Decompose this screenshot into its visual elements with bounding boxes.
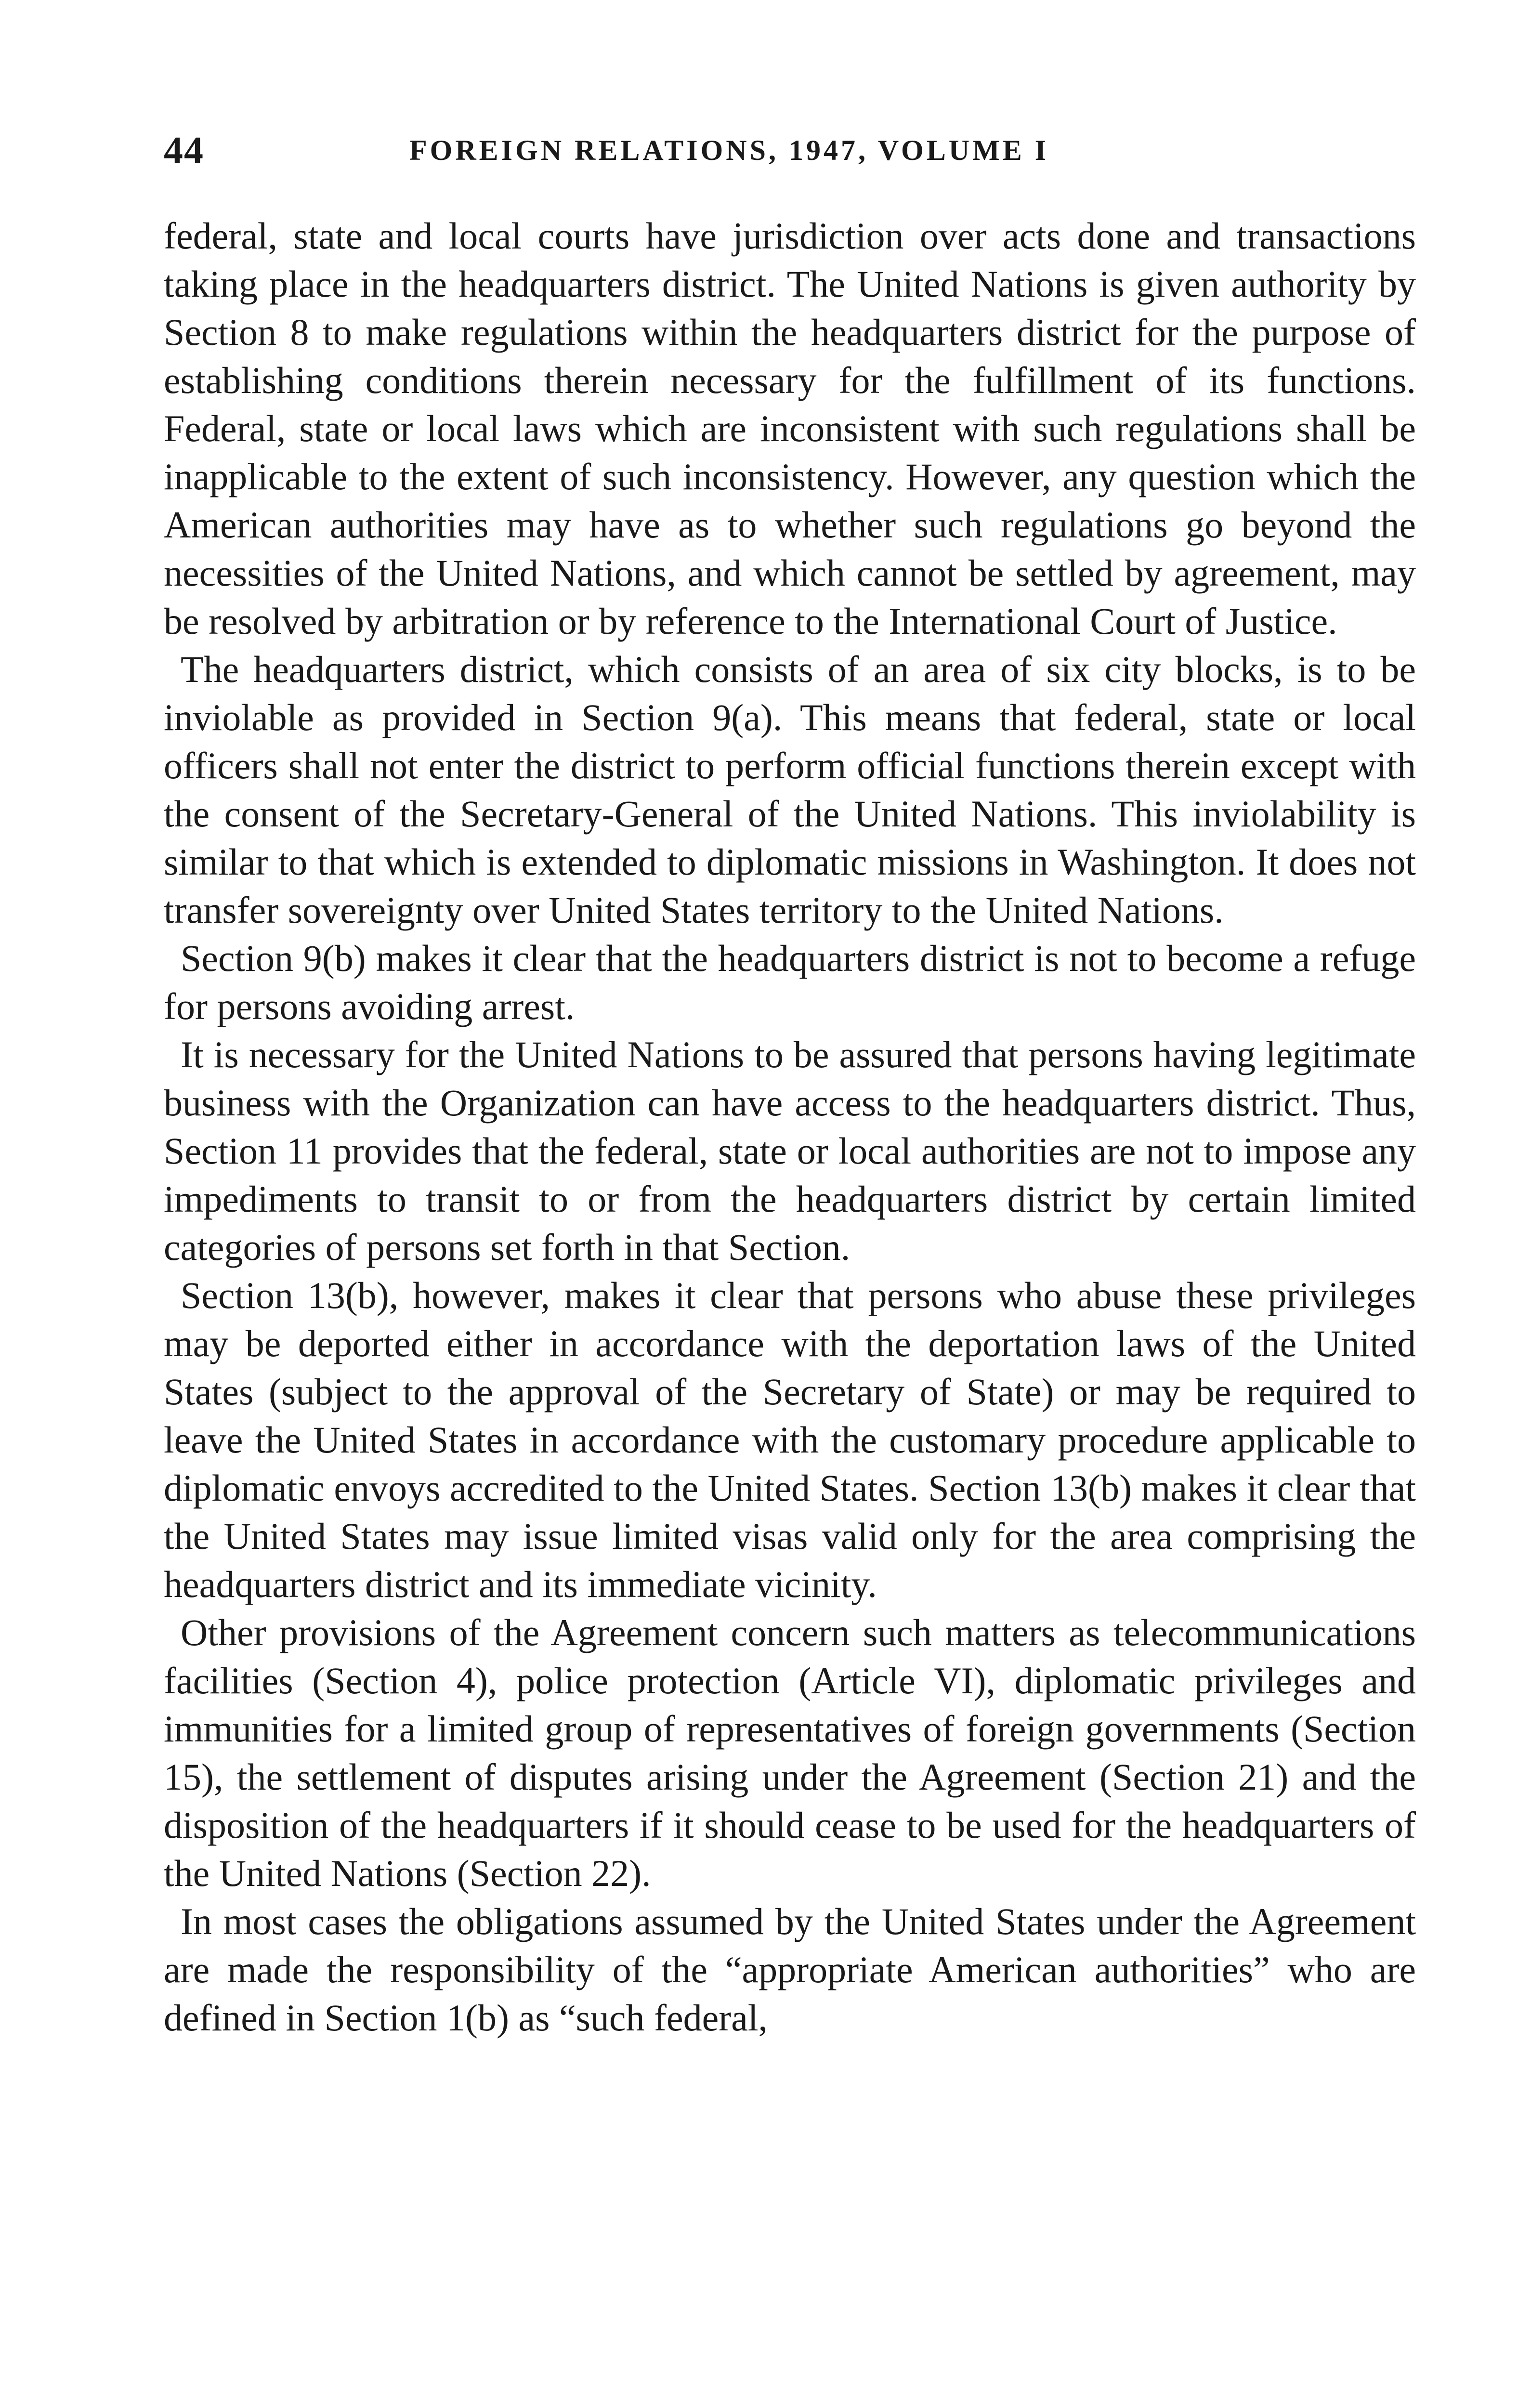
page-number: 44	[164, 130, 204, 172]
paragraph-2: The headquarters district, which consists of an area of six city blocks, is to be inviolable as provided in Section 9(a). This means that federal, state or local officers shall not enter the district to perform official functions therein except with the consent of the Secretary-General of the United Nations. This inviolability is similar to that which is extended to diplomatic missions in Washington. It does not transfer sovereignty over United States territory to the United Nations.	[164, 648, 1416, 931]
paragraph-6: Other provisions of the Agreement concern such matters as telecommunications facilities (Section 4), police protection (Article VI), diplomatic privileges and immunities for a limited group of representatives of foreign governments (Section 15), the settlement of disputes arising under the Agreement (Section 21) and the disposition of the headquarters if it should cease to be used for the headquarters of the United Nations (Section 22).	[164, 1611, 1416, 1894]
body-text	[164, 212, 1416, 2042]
paragraph-7: In most cases the obligations assumed by the United States under the Agreement are made the responsibility of the “appropriate American authorities” who are defined in Section 1(b) as “such federal,	[164, 1900, 1416, 2039]
paragraph-4: It is necessary for the United Nations to be assured that persons having legitimate business with the Organization can have access to the headquarters district. Thus, Section 11 provides that the federal, state or local authorities are not to impose any impediments to transit to or from the headquarters district by certain limited categories of persons set forth in that Section.	[164, 1034, 1416, 1268]
running-title: FOREIGN RELATIONS, 1947, VOLUME I	[409, 134, 1049, 166]
paragraph-3: Section 9(b) makes it clear that the headquarters district is not to become a refuge for persons avoiding arrest.	[164, 937, 1416, 1027]
paragraph-5: Section 13(b), however, makes it clear that persons who abuse these privileges may be deported either in accordance with the deportation laws of the United States (subject to the approval of the Secretary of State) or may be required to leave the United States in accordance with the customary procedure applicable to diplomatic envoys accredited to the United States. Section 13(b) makes it clear that the United States may issue limited visas valid only for the area comprising the headquarters district and its immediate vicinity.	[164, 1274, 1416, 1605]
running-head	[164, 129, 1416, 182]
paragraph-1: federal, state and local courts have jurisdiction over acts done and transactions taking place in the headquarters district. The United Nations is given authority by Section 8 to make regulations within the headquarters district for the purpose of establishing conditions therein necessary for the fulfillment of its functions. Federal, state or local laws which are inconsistent with such regulations shall be inapplicable to the extent of such inconsistency. However, any question which the American authorities may have as to whether such regulations go beyond the necessities of the United Nations, and which cannot be settled by agreement, may be resolved by arbitration or by reference to the International Court of Justice.	[164, 215, 1416, 642]
